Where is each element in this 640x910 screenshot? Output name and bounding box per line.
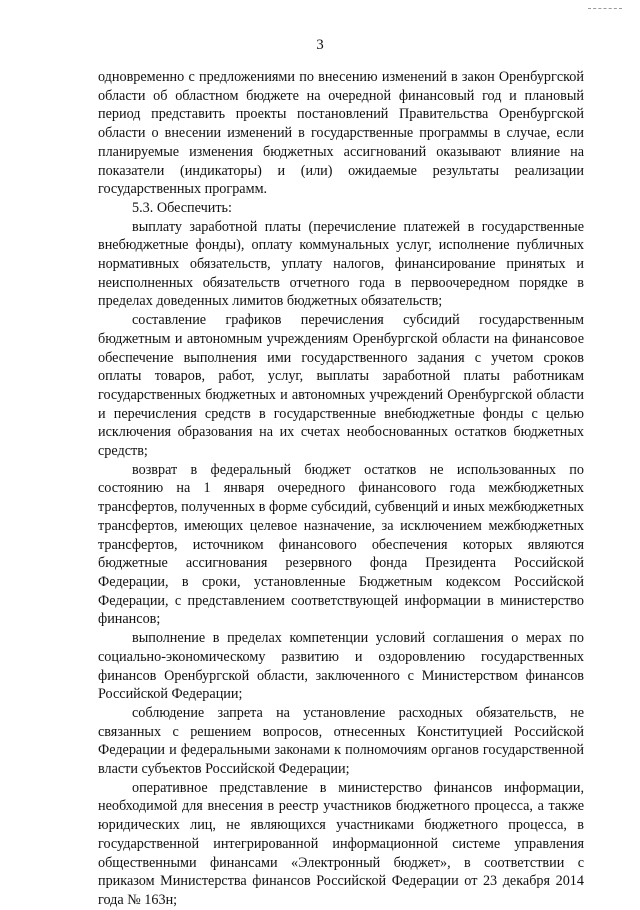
paragraph-obligation-ban: соблюдение запрета на установление расходных обязательств, не связанных с решением вопросов, отнесенных Конституцией Российской Федерации и федеральными законами к полномочиям органов государственной власти субъектов Российской Федерации; bbox=[98, 704, 584, 778]
document-body bbox=[98, 68, 584, 910]
paragraph-agreement-conditions: выполнение в пределах компетенции условий соглашения о мерах по социально-экономическому развитию и оздоровлению государственных финансов Оренбургской области, заключенного с Министерством финансов Российской Федерации; bbox=[98, 630, 584, 703]
paragraph-registry-info: оперативное представление в министерство финансов информации, необходимой для внесения в реестр участников бюджетного процесса, а также юридических лиц, не являющихся участниками бюджетного процесса, в государственной интегрированной информационной системе управления общественными финансами «Электронный бюджет», в соответствии с приказом Министерства финансов Российской Федерации от 23 декабря 2014 года № 163н; bbox=[98, 779, 584, 908]
paragraph-section-5-3: 5.3. Обеспечить: bbox=[132, 199, 232, 216]
page-number: 3 bbox=[316, 37, 324, 53]
paragraph-federal-refund: возврат в федеральный бюджет остатков не использованных по состоянию на 1 января очередного финансового года межбюджетных трансфертов, полученных в форме субсидий, субвенций и иных межбюджетных трансфертов, имеющих целевое назначение, за исключением межбюджетных трансфертов, источником финансового обеспечения которых являются бюджетные ассигнования резервного фонда Президента Российской Федерации, в сроки, установленные Бюджетным кодексом Российской Федерации, с представлением соответствующей информации в министерство финансов; bbox=[98, 461, 584, 628]
paragraph-salary-payment: выплату заработной платы (перечисление платежей в государственные внебюджетные фонды), оплату коммунальных услуг, исполнение публичных нормативных обязательств, уплату налогов, финансирование принятых и неисполненных обязательств отчетного года в первоочередном порядке в пределах доведенных лимитов бюджетных обязательств; bbox=[98, 218, 584, 310]
paragraph-subsidy-schedules: составление графиков перечисления субсидий государственным бюджетным и автономным учреждениям Оренбургской области на финансовое обеспечение выполнения ими государственного задания с учетом сроков оплаты товаров, работ, услуг, выплаты заработной платы работникам государственных бюджетных и автономных учреждений Оренбургской области и перечисления средств в государственные внебюджетные фонды с целью исключения образования на их счетах необоснованных остатков бюджетных средств; bbox=[98, 312, 584, 460]
scan-artifact bbox=[588, 8, 622, 10]
paragraph-continuation: одновременно с предложениями по внесению изменений в закон Оренбургской области об областном бюджете на очередной финансовый год и плановый период представить проекты постановлений Правительства Оренбургской области о внесении изменений в государственные программы в случае, если планируемые изменения бюджетных ассигнований оказывают влияние на показатели (индикаторы) и (или) ожидаемые результаты реализации государственных программ. bbox=[98, 69, 584, 198]
